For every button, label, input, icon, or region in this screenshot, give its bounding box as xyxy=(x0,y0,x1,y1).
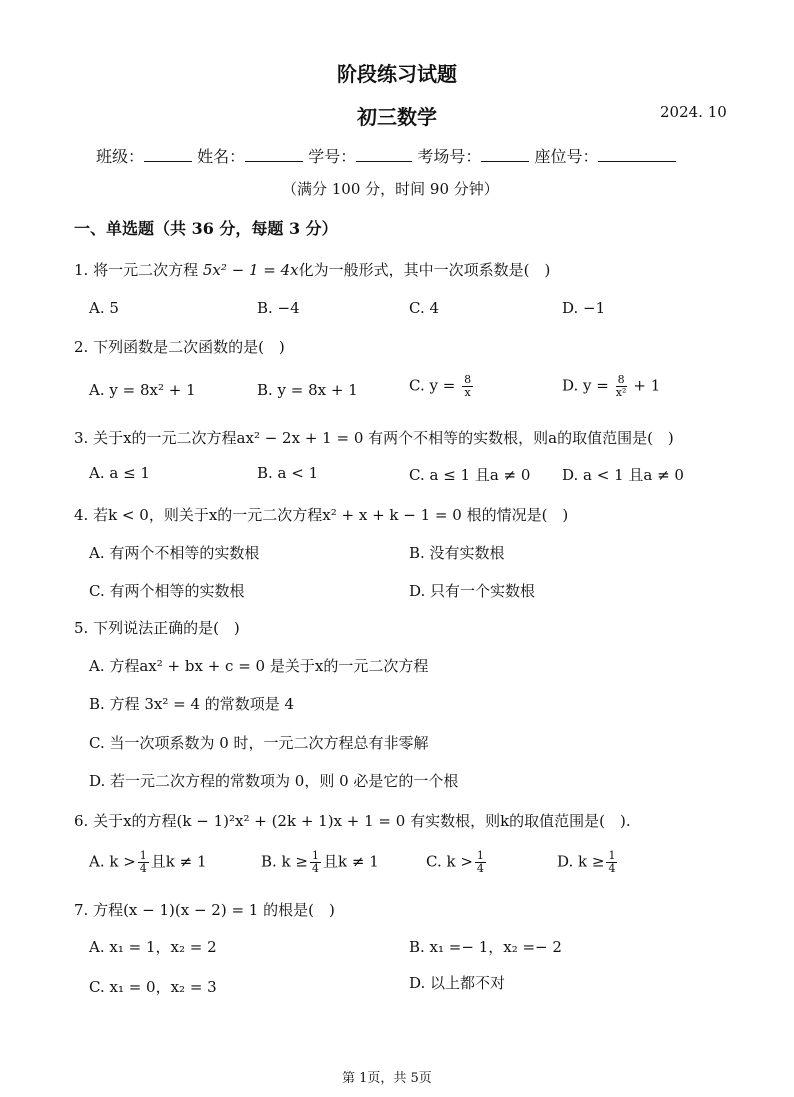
seat-label: 座位号： xyxy=(534,147,599,166)
q3-option-d[interactable]: D. a < 1 且a ≠ 0 xyxy=(562,466,684,484)
student-id-label: 学号： xyxy=(308,147,357,166)
question-4-stem: 4. 若k < 0，则关于x的一元二次方程x² + x + k − 1 = 0 根的情况是( ) xyxy=(74,506,569,524)
q6-b-fraction: $\frac{1}{4}$ xyxy=(312,849,319,875)
q1-option-d[interactable]: D. −1 xyxy=(562,299,606,317)
q5-option-d[interactable]: D. 若一元二次方程的常数项为 0，则 0 必是它的一个根 xyxy=(89,772,459,790)
q4-option-b[interactable]: B. 没有实数根 xyxy=(409,544,505,562)
exam-date: 2024. 10 xyxy=(660,103,727,121)
q4-option-a[interactable]: A. 有两个不相等的实数根 xyxy=(89,544,260,562)
q6-option-c[interactable]: C. k > $\frac{1}{4}$ xyxy=(426,849,484,875)
q3-option-b[interactable]: B. a < 1 xyxy=(257,464,319,482)
q2-d-fraction: $\frac{8}{\text{x²}}$ xyxy=(615,373,627,399)
q5-option-b[interactable]: B. 方程 3x² = 4 的常数项是 4 xyxy=(89,695,295,713)
q2-option-b[interactable]: B. y = 8x + 1 xyxy=(257,381,358,399)
question-1-stem: 1. 将一元二次方程 5x² − 1 = 4x化为一般形式，其中一次项系数是( ) xyxy=(74,261,551,279)
q2-c-fraction: $\frac{8}{x}$ xyxy=(464,373,472,399)
student-info-row xyxy=(96,144,676,167)
q6-d-fraction: $\frac{1}{4}$ xyxy=(608,849,616,875)
q2-option-c[interactable]: C. y = $\frac{8}{x}$ xyxy=(409,373,472,399)
q2-option-d[interactable]: D. y = $\frac{8}{\text{x²}}$ + 1 xyxy=(562,373,661,399)
score-note: （满分 100 分，时间 90 分钟） xyxy=(282,180,499,198)
q2-option-a[interactable]: A. y = 8x² + 1 xyxy=(89,381,196,399)
q5-option-a[interactable]: A. 方程ax² + bx + c = 0 是关于x的一元二次方程 xyxy=(89,657,429,675)
class-label: 班级： xyxy=(96,147,145,166)
class-blank[interactable] xyxy=(144,161,192,162)
q3-option-c[interactable]: C. a ≤ 1 且a ≠ 0 xyxy=(409,466,531,484)
q1-option-c[interactable]: C. 4 xyxy=(409,299,440,317)
question-3-stem: 3. 关于x的一元二次方程ax² − 2x + 1 = 0 有两个不相等的实数根，则a的取值范围是( ) xyxy=(74,429,674,447)
q5-option-c[interactable]: C. 当一次项系数为 0 时，一元二次方程总有非零解 xyxy=(89,734,429,752)
q6-c-fraction: $\frac{1}{4}$ xyxy=(476,849,484,875)
question-6-stem: 6. 关于x的方程(k − 1)²x² + (2k + 1)x + 1 = 0 有实数根，则k的取值范围是( ). xyxy=(74,812,631,830)
exam-room-blank[interactable] xyxy=(481,161,529,162)
q3-option-a[interactable]: A. a ≤ 1 xyxy=(89,464,150,482)
q6-option-a[interactable]: A. k > $\frac{1}{4}$ 且k ≠ 1 xyxy=(89,849,207,875)
q4-option-d[interactable]: D. 只有一个实数根 xyxy=(409,582,536,600)
section-title: 一、单选题（共 36 分，每题 3 分） xyxy=(74,219,338,238)
q4-option-c[interactable]: C. 有两个相等的实数根 xyxy=(89,582,245,600)
name-blank[interactable] xyxy=(245,161,303,162)
student-id-blank[interactable] xyxy=(356,161,412,162)
page-title: 阶段练习试题 xyxy=(337,62,457,86)
q7-option-d[interactable]: D. 以上都不对 xyxy=(409,974,506,992)
q7-option-b[interactable]: B. x₁ =− 1，x₂ =− 2 xyxy=(409,938,562,956)
q1-option-b[interactable]: B. −4 xyxy=(257,299,300,317)
question-5-stem: 5. 下列说法正确的是( ) xyxy=(74,619,240,637)
q1-option-a[interactable]: A. 5 xyxy=(89,299,119,317)
exam-room-label: 考场号： xyxy=(417,147,482,166)
q6-option-b[interactable]: B. k ≥ $\frac{1}{4}$ 且k ≠ 1 xyxy=(261,849,379,875)
question-2-stem: 2. 下列函数是二次函数的是( ) xyxy=(74,338,285,356)
seat-blank[interactable] xyxy=(598,161,676,162)
q6-option-d[interactable]: D. k ≥ $\frac{1}{4}$ xyxy=(557,849,616,875)
name-label: 姓名： xyxy=(197,147,246,166)
q7-option-c[interactable]: C. x₁ = 0，x₂ = 3 xyxy=(89,978,217,996)
q6-a-fraction: $\frac{1}{4}$ xyxy=(139,849,147,875)
q7-option-a[interactable]: A. x₁ = 1，x₂ = 2 xyxy=(89,938,217,956)
page-number: 第 1页，共 5页 xyxy=(342,1071,432,1086)
subject-title: 初三数学 xyxy=(357,105,437,129)
question-7-stem: 7. 方程(x − 1)(x − 2) = 1 的根是( ) xyxy=(74,901,335,919)
